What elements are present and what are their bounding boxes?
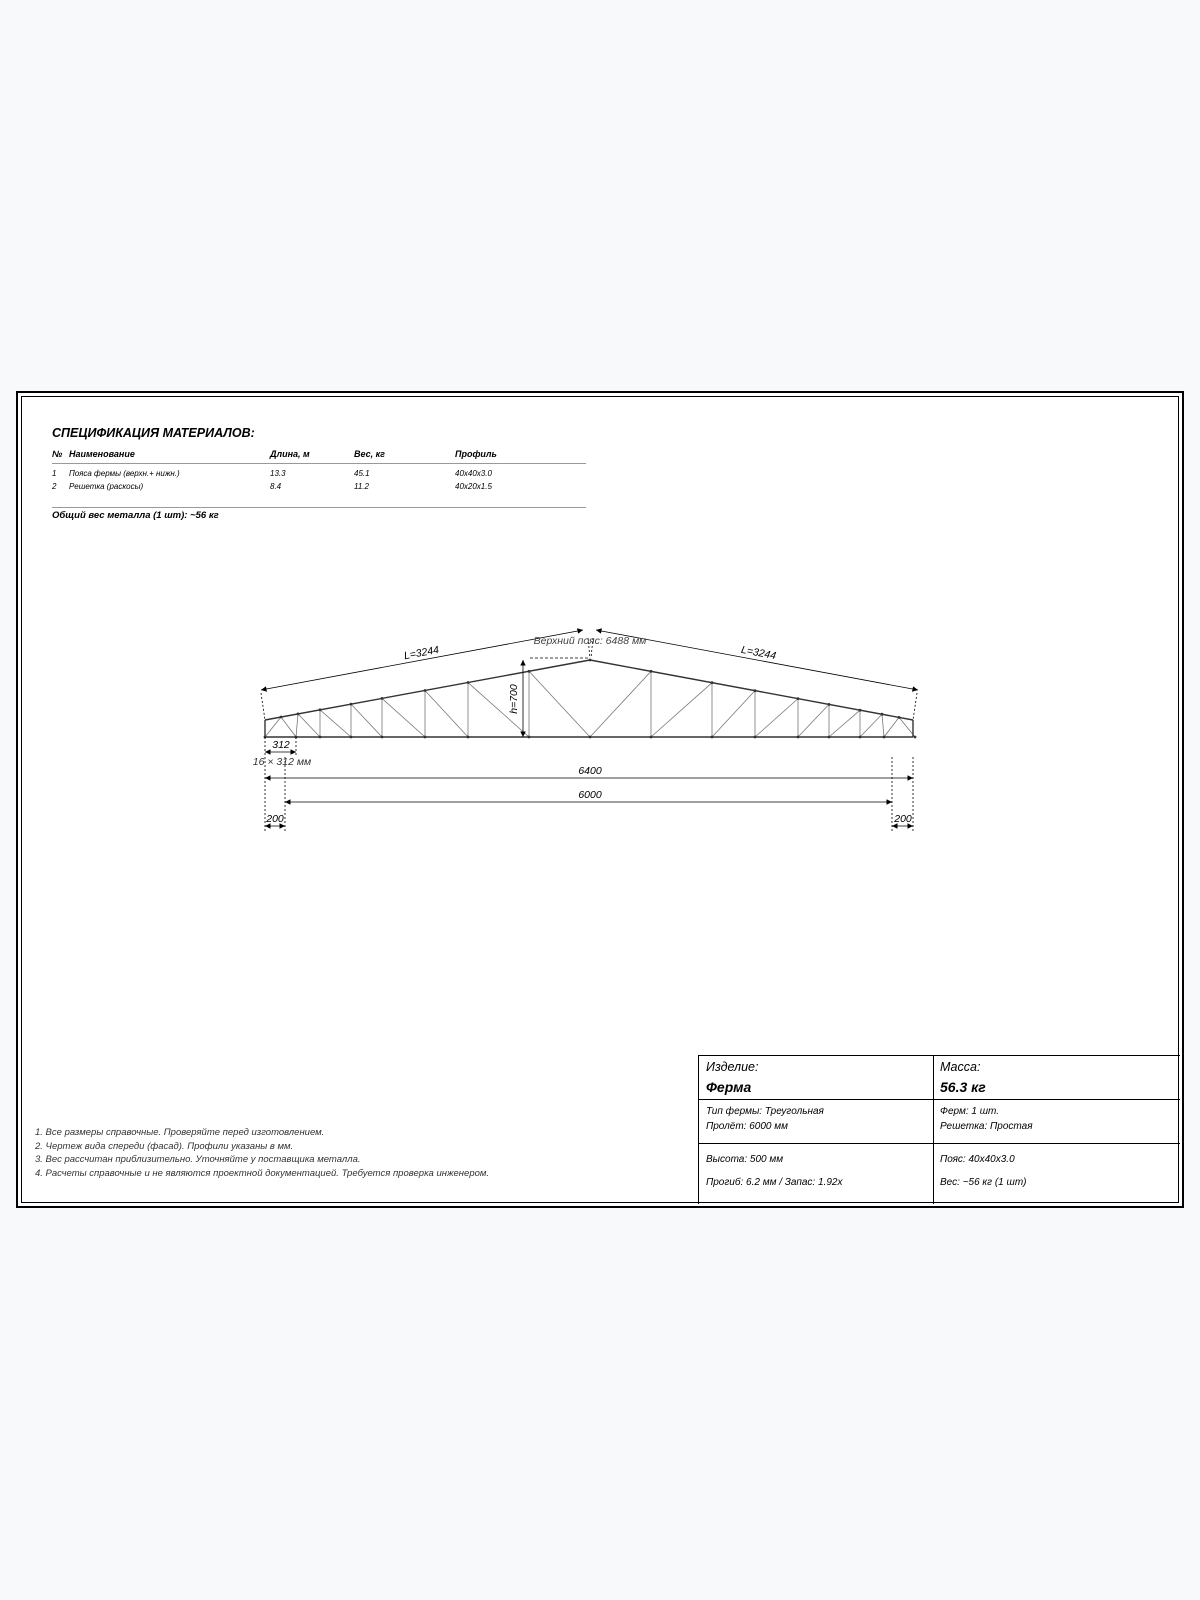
lattice-diagonal [590, 671, 651, 737]
spec-header-num: № [52, 449, 63, 459]
spec-cell-profile: 40x40x3.0 [455, 469, 492, 478]
truss-node [589, 659, 592, 662]
lattice-diagonal [298, 714, 320, 737]
truss-node [914, 736, 917, 739]
spec-cell-num: 1 [52, 469, 57, 478]
spec-header-profile: Профиль [455, 449, 497, 459]
truss-type: Тип фермы: Треугольная [706, 1106, 824, 1117]
overhang-right-label: 200 [894, 813, 912, 825]
note-line: 3. Вес рассчитан приблизительно. Уточняйте у поставщика металла. [35, 1154, 361, 1166]
product-label: Изделие: [706, 1060, 759, 1074]
lattice-diagonal [320, 710, 351, 737]
truss-node [711, 681, 714, 684]
spec-total: Общий вес металла (1 шт): ~56 кг [52, 510, 219, 521]
spec-header-length: Длина, м [270, 449, 310, 459]
span-value: Пролёт: 6000 мм [706, 1121, 788, 1132]
truss-node [650, 736, 653, 739]
left-chord-label: L=3244 [402, 643, 440, 663]
lattice-diagonal [860, 714, 882, 737]
truss-node [754, 736, 757, 739]
lattice-diagonal [829, 710, 860, 737]
truss-node [350, 736, 353, 739]
truss-node [711, 736, 714, 739]
truss-node [589, 736, 592, 739]
spec-header-name: Наименование [69, 449, 135, 459]
truss-node [381, 697, 384, 700]
truss-node [883, 736, 886, 739]
spec-cell-profile: 40x20x1.5 [455, 482, 492, 491]
weight-value: Вес: ~56 кг (1 шт) [940, 1177, 1027, 1188]
truss-node [650, 670, 653, 673]
lattice-type: Решетка: Простая [940, 1121, 1033, 1132]
count-cell [933, 1100, 1180, 1138]
lattice-diagonal [529, 671, 590, 737]
lattice-diagonal [712, 691, 755, 737]
top-chord-label: Верхний пояс: 6488 мм [533, 635, 647, 647]
height-label: h=700 [508, 684, 520, 714]
spec-cell-weight: 11.2 [354, 482, 369, 491]
truss-node [467, 681, 470, 684]
truss-node [859, 736, 862, 739]
deflection-value: Прогиб: 6.2 мм / Запас: 1.92x [706, 1177, 843, 1188]
truss-node [319, 736, 322, 739]
extension-line [913, 693, 917, 720]
spec-cell-weight: 45.1 [354, 469, 370, 478]
truss-node [528, 670, 531, 673]
product-value: Ферма [706, 1079, 752, 1095]
note-line: 2. Чертеж вида спереди (фасад). Профили указаны в мм. [35, 1140, 294, 1152]
truss-node [898, 716, 901, 719]
overall-label: 6400 [578, 765, 602, 777]
truss-node [881, 713, 884, 716]
extension-line [261, 693, 265, 720]
lattice-diagonal [651, 683, 712, 737]
overhang-left-label: 200 [266, 813, 284, 825]
truss-node [754, 689, 757, 692]
spec-cell-name: Пояса фермы (верхн.+ нижн.) [69, 469, 180, 478]
spec-cell-length: 13.3 [270, 469, 286, 478]
lattice-diagonal [755, 699, 798, 737]
truss-node [280, 716, 283, 719]
lattice-members [265, 671, 915, 737]
spec-cell-length: 8.4 [270, 482, 282, 491]
lattice-diagonal [296, 714, 298, 737]
spec-cell-num: 2 [52, 482, 57, 491]
lattice-diagonal [798, 704, 829, 737]
truss-count: Ферм: 1 шт. [940, 1106, 1000, 1117]
spec-cell-name: Решетка (раскосы) [69, 482, 144, 491]
truss-node [797, 736, 800, 739]
note-line: 4. Расчеты справочные и не являются проектной документацией. Требуется проверка инженером. [35, 1168, 490, 1180]
spec-title: СПЕЦИФИКАЦИЯ МАТЕРИАЛОВ: [52, 426, 255, 440]
title-block [698, 1055, 1180, 1204]
truss-nodes [264, 659, 917, 739]
truss-node [424, 689, 427, 692]
lattice-diagonal [884, 717, 899, 737]
chord-cell [933, 1144, 1180, 1198]
note-line: 1. Все размеры справочные. Проверяйте перед изготовлением. [35, 1127, 325, 1138]
panels-label: 16 × 312 мм [252, 756, 312, 768]
top-chord-right [590, 660, 913, 720]
truss-node [528, 736, 531, 739]
truss-chords [265, 660, 913, 737]
general-notes [35, 1126, 489, 1181]
lattice-diagonal [882, 714, 884, 737]
right-chord-label: L=3244 [740, 643, 778, 663]
type-cell [699, 1100, 933, 1138]
truss-node [859, 709, 862, 712]
lattice-diagonal [351, 704, 382, 737]
truss-node [424, 736, 427, 739]
mass-cell [933, 1056, 1180, 1099]
truss-node [297, 713, 300, 716]
lattice-diagonal [281, 717, 296, 737]
mass-value: 56.3 кг [940, 1079, 986, 1095]
top-chord-left [265, 660, 590, 720]
lattice-diagonal [382, 698, 425, 737]
lattice-diagonal [425, 690, 468, 737]
truss-node [828, 703, 831, 706]
truss-node [828, 736, 831, 739]
panel-label: 312 [272, 739, 290, 751]
height-value: Высота: 500 мм [706, 1154, 784, 1165]
span-label: 6000 [578, 789, 602, 801]
truss-node [319, 708, 322, 711]
truss-node [381, 736, 384, 739]
truss-node [467, 736, 470, 739]
truss-node [797, 697, 800, 700]
spec-header-weight: Вес, кг [354, 449, 385, 459]
mass-label: Масса: [940, 1060, 981, 1074]
chord-value: Пояс: 40x40x3.0 [940, 1154, 1015, 1165]
product-cell [699, 1056, 933, 1099]
drawing-sheet [16, 391, 1184, 1208]
truss-node [350, 703, 353, 706]
height-cell [699, 1144, 933, 1198]
